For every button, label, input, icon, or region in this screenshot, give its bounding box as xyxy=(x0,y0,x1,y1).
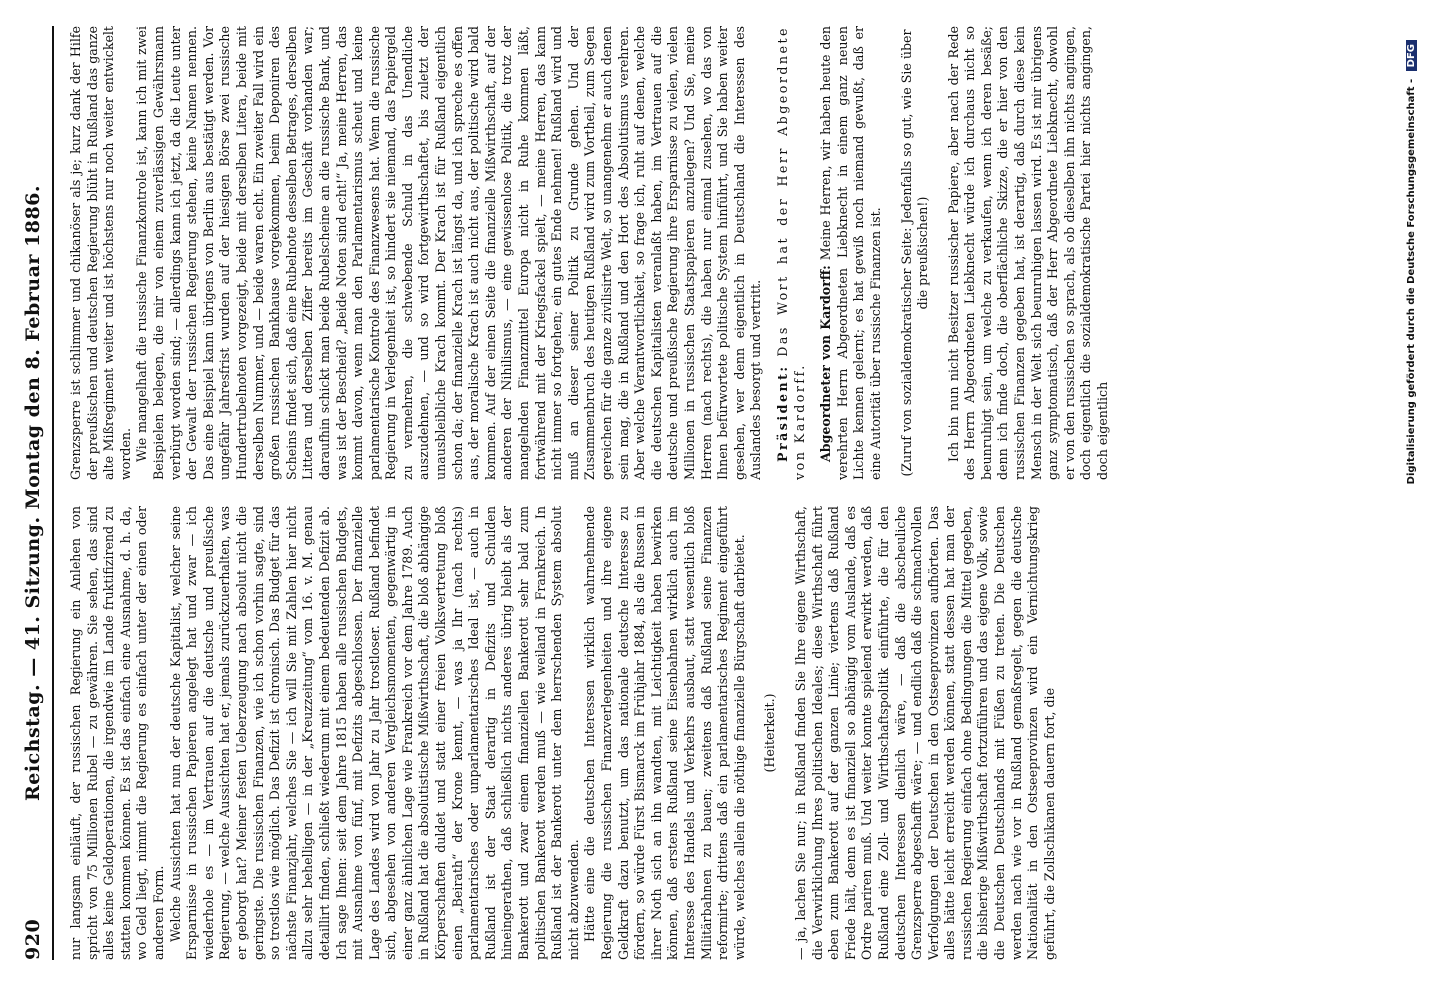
dfg-logo: DFG xyxy=(1406,40,1417,71)
paragraph: Grenzsperre ist schlimmer und chikanöser als je; kurz dank der Hilfe der preußischen und deutschen Regierung blüht in Rußland das ganze alte Mißregiment weiter und ist höchstens nur noch weiter entwickelt worden. xyxy=(68,26,133,480)
footer-text: Digitalisierung gefördert durch die Deutsche Forschungsgemeinschaft - xyxy=(1406,78,1417,485)
paragraph: nur langsam einläuft, der russischen Regierung ein Anlehen von spricht von 75 Millionen Rubel — zu gewähren. Sie sehen, das sind alles keine Geldoperationen, die irgendwie im Lande fruktifizirend zu statten kommen können. Es ist das einfach eine Ausnahme, d. h. da, wo Geld liegt, nimmt die Regierung es einfach unter der einen oder anderen Form. xyxy=(68,506,166,960)
interjection: (Zuruf von sozialdemokratischer Seite: Jedenfalls so gut, wie Sie über die preußischen!) xyxy=(898,29,931,477)
speaker-label-kardorff: Abgeordneter von Kardorff: xyxy=(818,265,834,462)
text-columns xyxy=(68,26,1112,960)
president-text: Das Wort hat der Herr Abgeordnete von Kardorff. xyxy=(774,26,807,480)
page-title: Reichstag. — 41. Sitzung. Montag den 8. Februar 1886. xyxy=(22,184,44,802)
paragraph: Welche Aussichten hat nun der deutsche Kapitalist, welcher seine Ersparnisse in russischen Papieren angelegt hat und zwar — ich wiederhole es — im Vertrauen auf die deutsche und preußische Regierung, — welche Aussichten hat er, jemals zurückzuerhalten, was er geborgt hat? Meiner festen Ueberzeugung nach absolut nicht die geringste. Die russischen Finanzen, wie ich schon vorhin sagte, sind so trostlos wie möglich. Das Defizit ist chronisch. Das Budget für das nächste Finanzjahr, welches Sie — ich will Sie mit Zahlen hier nicht allzu sehr behelligen — in der „Kreuzzeitung“ vom 16. v. M. genau detaillirt finden, schließt wiederum mit einem bedeutenden Defizit ab. Ich sage Ihnen: seit dem Jahre 1815 haben alle russischen Budgets, mit Ausnahme von fünf, mit Defizits abgeschlossen. Der finanzielle Lage des Landes wird von Jahr zu Jahr trostloser. Rußland befindet sich, abgesehen von anderen Vergleichsmomenten, gegenwärtig in einer ganz ähnlichen Lage wie Frankreich vor dem Jahre 1789. Auch in Rußland hat die absolutistische Mißwirthschaft, die bloß abhängige Körperschaften duldet und statt einer freien Volksvertretung bloß einen „Beirath“ der Krone kennt, — was ja Ihr (nach rechts) parlamentarisches oder unparlamentarisches Ideal ist, — auch in Rußland ist der Staat derartig in Defizits und Schulden hineingerathen, daß schließlich nichts anderes übrig bleibt als der Bankerott und zwar einem finanziellen Bankerott sehr bald zum politischen Bankerott werden muß — wie weiland in Frankreich. In Rußland ist der Bankerott unter dem herrschenden System absolut nicht abzuwenden. xyxy=(167,506,581,960)
paragraph: Meine Herren, wir haben heute den verehrten Herrn Abgeordneten Liebknecht in einem ganz neuen Lichte kennen gelernt; es hat gewiß noch niemand gewußt, daß er eine Autorität über russische Finanzen ist. xyxy=(818,26,883,480)
speaker-label-president: Präsident: xyxy=(774,364,790,462)
president-statement xyxy=(775,26,808,480)
page-header xyxy=(18,26,54,960)
page-number: 920 xyxy=(22,918,44,960)
right-column xyxy=(68,26,1112,480)
paragraph: Wie mangelhaft die russische Finanzkontrole ist, kann ich mit zwei Beispielen belegen, die mir von einem zuverlässigen Gewährsmann verbürgt worden sind; — allerdings kann ich jetzt, da die Leute unter der Gewalt der russischen Regierung stehen, keine Namen nennen. Das eine Beispiel kann übrigens von Berlin aus bestätigt werden. Vor ungefähr Jahresfrist wurden auf der hiesigen Börse zwei russische Hundertrubelnoten vorgezeigt, beide mit derselben Litera, beide mit derselben Nummer, und — beide waren echt. Ein zweiter Fall wird ein großen russischen Bankhause vorgekommen, beim Deponiren des Scheins findet sich, daß eine Rubelnote desselben Betrages, derselben Littera und derselben Ziffer bereits im Geschäft vorhanden war; daraufhin schickt man beide Rubelscheine an die russische Bank, und was ist der Bescheid? „Beide Noten sind echt!“ Ja, meine Herren, das kommt davon, wenn man den Parlamentarismus scheut und keine parlamentarische Kontrole des Finanzwesens hat. Wenn die russische Regierung in Verlegenheit ist, so hindert sie niemand, das Papiergeld zu vermehren, die schwebende Schuld in das Unendliche auszudehnen, — und so wird fortgewirthschaftet, bis zuletzt der unausbleibliche Krach kommt. Der Krach ist für Rußland eigentlich schon da; der finanzielle Krach ist längst da, und ich spreche es offen aus, der moralische Krach ist auch nicht aus, der politische wird bald kommen. Auf der einen Seite die finanzielle Mißwirthschaft, auf der anderen der Nihilismus, — eine gewissenlose Politik, die trotz der mangelnden Finanzmittel Europa nicht in Ruhe kommen läßt, fortwährend mit der Kriegsfackel spielt, — meine Herren, das kann nicht immer so fortgehen; ein gutes Ende nehmen! Rußland wird und muß an dieser seiner Politik zu Grunde gehen. Und der Zusammenbruch des heutigen Rußland wird zum Vortheil, zum Segen gereichen für die ganze zivilisirte Welt, so unangenehm er auch denen sein mag, die in Rußland und den Hort des Absolutismus verehren. Aber welche Verantwortlichkeit, so frage ich, ruht auf denen, welche die deutschen Kapitalisten veranlaßt haben, im Vertrauen auf die deutsche und preußische Regierung ihre Ersparnisse zu vielen, vielen Millionen in russischen Staatspapieren anzulegen? Und Sie, meine Herren (nach rechts), die haben nur einmal zusehen, wo das von Ihnen befürwortete politische System hinführt, und Sie haben weiter gesehen, wer denn eigentlich in Deutschland die Interessen des Auslandes besorgt und vertritt. xyxy=(134,26,764,480)
paragraph: — ja, lachen Sie nur; in Rußland finden Sie Ihre eigene Wirthschaft, die Verwirklichung Ihres politischen Ideales; diese Wirthschaft führt eben zum Bankerott auf der ganzen Linie; viertens daß Rußland Friede hält, denn es ist finanziell so abhängig vom Auslande, daß es Ordre pariren muß. Und weiter konnte spielend erwirkt werden, daß Rußland eine Zoll- und Wirthschaftspolitik einführte, die für den deutschen Interessen dienlich wäre, — daß die abscheuliche Grenzsperre abgeschafft wäre; — und endlich daß die schmachvollen Verfolgungen der Deutschen in den Ostseeprovinzen aufhörten. Das alles hätte leicht erreicht werden können, statt dessen hat man der russischen Regierung einfach ohne Bedingungen die Mittel gegeben, die bisherige Mißwirthschaft fortzuführen und das eigene Volk, sowie die Deutschen Deutschlands mit Füßen zu treten. Die Deutschen werden nach wie vor in Rußland gemaßregelt, gegen die deutsche Nationalität in den Ostseeprovinzen wird ein Vernichtungskrieg geführt, die Zollschikanen dauern fort, die xyxy=(792,506,1057,960)
digitization-footer xyxy=(1406,0,1417,1000)
interjection: (Heiterkeit.) xyxy=(762,693,778,773)
paragraph: Ich bin nun nicht Besitzer russischer Papiere, aber nach der Rede des Herrn Abgeordneten Liebknecht würde ich durchaus nicht so beunruhigt sein, um welche zu verkaufen, wenn ich deren besäße; denn ich finde doch, die oberflächliche Skizze, die er hier von den russischen Finanzen gegeben hat, ist derartig, daß durch diese kein Mensch in der Welt sich beunruhigen lassen wird. Es ist mir übrigens ganz symptomatisch, daß der Herr Abgeordnete Liebknecht, obwohl er von den russischen so sprach, als ob dieselben ihn nichts angingen, doch eigentlich die sozialdemokratische Partei hier nichts angingen, doch eigentlich xyxy=(945,26,1111,480)
left-column xyxy=(68,506,1112,960)
speech-kardorff xyxy=(818,26,884,480)
paragraph: Hätte eine die deutschen Interessen wirklich wahrnehmende Regierung die russischen Finanzverlegenheiten und ihre eigene Geldkraft dazu benutzt, um das nationale deutsche Interesse zu fördern, so würde Fürst Bismarck im Frühjahr 1884, als die Russen in ihrer Noth sich an ihn wandten, mit Leichtigkeit haben bewirken können, daß erstens Rußland seine Eisenbahnen wirklich auch im Interesse des Handels und Verkehrs ausbaut, statt wesentlich bloß Militärbahnen zu bauen; zweitens daß Rußland seine Finanzen reformirte; drittens daß ein parlamentarisches Regiment eingeführt würde, welches allein die nöthige finanzielle Bürgschaft darbietet. xyxy=(582,506,747,960)
